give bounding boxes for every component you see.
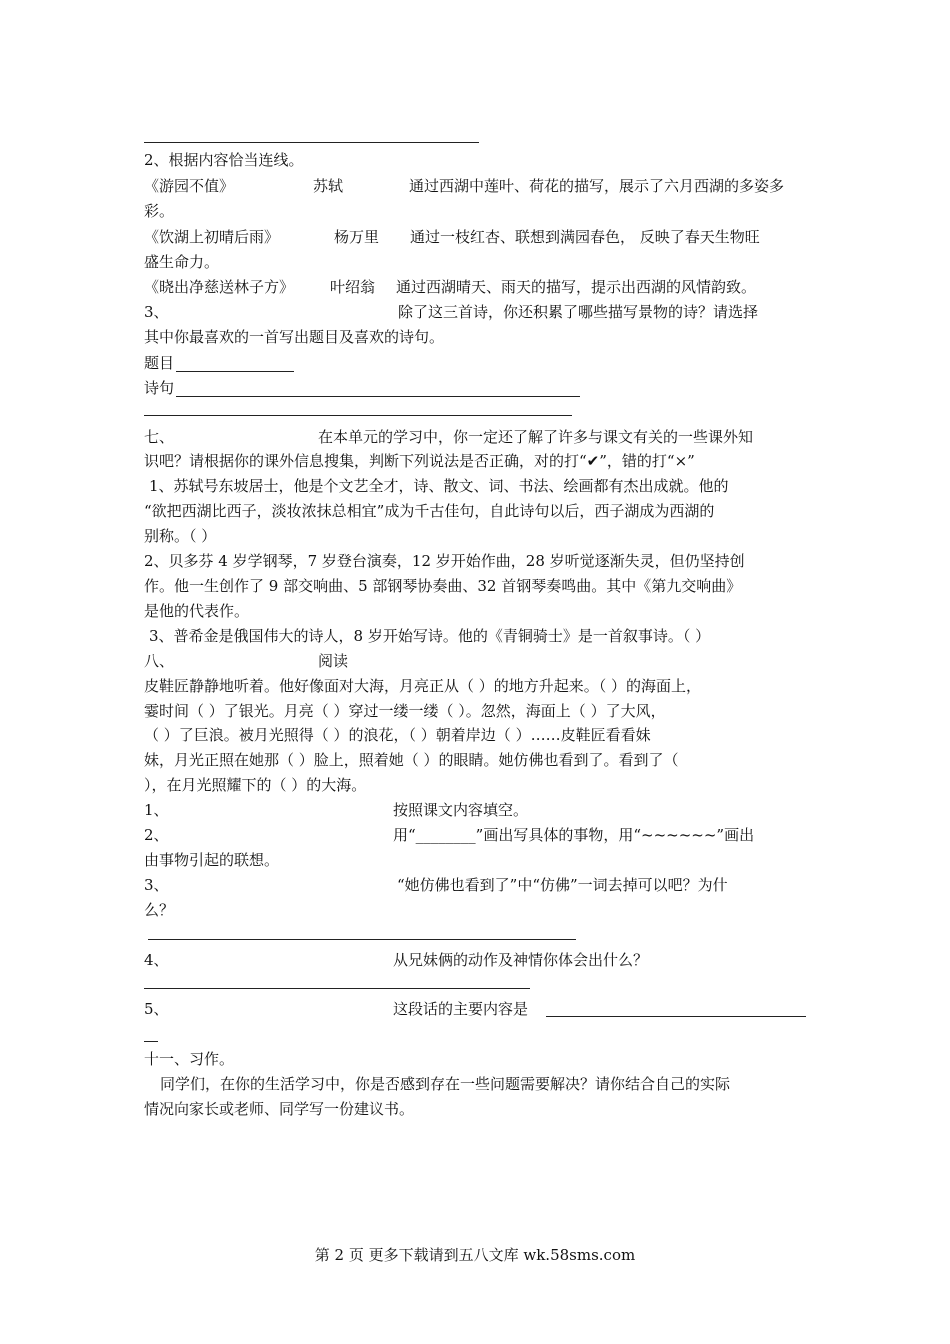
verse-answer-line-2[interactable] bbox=[144, 415, 572, 416]
section-8-number: 八、 bbox=[144, 652, 175, 670]
section-7-text-cont: 识吧？请根据你的课外信息搜集，判断下列说法是否正确，对的打“✔”，错的打“×” bbox=[144, 452, 695, 470]
section-7-item-1-line-1: 1、苏轼号东坡居士，他是个文艺全才，诗、散文、词、书法、绘画都有杰出成就。他的 bbox=[149, 477, 729, 495]
reading-q3-answer-line[interactable] bbox=[148, 939, 576, 940]
poem-2-desc: 通过一枝红杏、联想到满园春色， 反映了春天生物旺 bbox=[410, 228, 760, 246]
reading-q4-text: 从兄妹俩的动作及神情你体会出什么？ bbox=[393, 951, 649, 969]
reading-q4-answer-line[interactable] bbox=[144, 988, 530, 989]
section-7-number: 七、 bbox=[144, 428, 175, 446]
passage-line-2: 霎时间（ ）了银光。月亮（ ）穿过一缕一缕（ ）。忽然，海面上（ ）了大风， bbox=[144, 702, 666, 720]
poem-1-desc: 通过西湖中莲叶、荷花的描写，展示了六月西湖的多姿多 bbox=[409, 177, 785, 195]
reading-q2-number: 2、 bbox=[144, 826, 169, 844]
poem-2-desc-cont: 盛生命力。 bbox=[144, 253, 220, 271]
poem-1-desc-cont: 彩。 bbox=[144, 202, 175, 220]
section-7-item-2-line-2: 作。他一生创作了 9 部交响曲、5 部钢琴协奏曲、32 首钢琴奏鸣曲。其中《第九交响曲》 bbox=[144, 577, 742, 595]
passage-line-5: ），在月光照耀下的（ ）的大海。 bbox=[144, 776, 367, 794]
question-3-text: 除了这三首诗，你还积累了哪些描写景物的诗？请选择 bbox=[398, 303, 759, 321]
section-11-body-line-2: 情况向家长或老师、同学写一份建议书。 bbox=[144, 1100, 415, 1118]
title-answer-line[interactable] bbox=[176, 371, 294, 372]
section-7-item-1-line-3: 别称。（ ） bbox=[144, 527, 217, 545]
question-3-text-cont: 其中你最喜欢的一首写出题目及喜欢的诗句。 bbox=[144, 328, 445, 346]
section-7-item-1-line-2: “欲把西湖比西子，淡妆浓抹总相宜”成为千古佳句，自此诗句以后，西子湖成为西湖的 bbox=[144, 502, 715, 520]
passage-line-4: 妹，月光正照在她那（ ）脸上，照着她（ ）的眼睛。她仿佛也看到了。看到了（ bbox=[144, 751, 679, 769]
reading-q1-number: 1、 bbox=[144, 801, 169, 819]
poem-1-author: 苏轼 bbox=[313, 177, 344, 195]
reading-q2-text: 用“________”画出写具体的事物，用“~~~~~~”画出 bbox=[393, 826, 755, 844]
reading-q5-text: 这段话的主要内容是 bbox=[393, 1000, 529, 1018]
poem-3-author: 叶绍翁 bbox=[330, 278, 376, 296]
reading-q4-number: 4、 bbox=[144, 951, 169, 969]
reading-q2-text-cont: 由事物引起的联想。 bbox=[144, 851, 280, 869]
question-2-title: 2、根据内容恰当连线。 bbox=[144, 151, 304, 169]
verse-answer-line[interactable] bbox=[176, 396, 580, 397]
reading-q1-text: 按照课文内容填空。 bbox=[393, 801, 529, 819]
reading-q5-answer-line-cont[interactable] bbox=[144, 1041, 158, 1042]
answer-line bbox=[144, 142, 479, 143]
title-label: 题目 bbox=[144, 354, 175, 372]
section-11-title: 十一、习作。 bbox=[144, 1050, 235, 1068]
reading-q5-answer-line[interactable] bbox=[546, 1016, 806, 1017]
reading-q3-text-cont: 么？ bbox=[144, 901, 175, 919]
section-7-item-3: 3、普希金是俄国伟大的诗人，8 岁开始写诗。他的《青铜骑士》是一首叙事诗。（ ） bbox=[149, 627, 711, 645]
section-7-text: 在本单元的学习中，你一定还了解了许多与课文有关的一些课外知 bbox=[318, 428, 754, 446]
passage-line-3: （ ）了巨浪。被月光照得（ ）的浪花，（ ）朝着岸边（ ）……皮鞋匠看看妹 bbox=[144, 726, 651, 744]
reading-q3-text: “她仿佛也看到了”中“仿佛”一词去掉可以吧？为什 bbox=[397, 876, 728, 894]
poem-2-author: 杨万里 bbox=[334, 228, 380, 246]
section-8-title: 阅读 bbox=[318, 652, 349, 670]
section-7-item-2-line-1: 2、贝多芬 4 岁学钢琴，7 岁登台演奏，12 岁开始作曲，28 岁听觉逐渐失灵，但仍坚持创 bbox=[144, 552, 745, 570]
verse-label: 诗句 bbox=[144, 379, 175, 397]
question-3-number: 3、 bbox=[144, 303, 169, 321]
poem-2-title: 《饮湖上初晴后雨》 bbox=[144, 228, 280, 246]
section-11-body-line-1: 同学们，在你的生活学习中，你是否感到存在一些问题需要解决？请你结合自己的实际 bbox=[160, 1075, 731, 1093]
page-footer: 第 2 页 更多下载请到五八文库 wk.58sms.com bbox=[314, 1246, 636, 1264]
poem-3-desc: 通过西湖晴天、雨天的描写，提示出西湖的风情韵致。 bbox=[396, 278, 757, 296]
reading-q5-number: 5、 bbox=[144, 1000, 169, 1018]
reading-q3-number: 3、 bbox=[144, 876, 169, 894]
section-7-item-2-line-3: 是他的代表作。 bbox=[144, 602, 250, 620]
passage-line-1: 皮鞋匠静静地听着。他好像面对大海，月亮正从（ ）的地方升起来。（ ）的海面上， bbox=[144, 677, 702, 695]
poem-3-title: 《晓出净慈送林子方》 bbox=[144, 278, 295, 296]
poem-1-title: 《游园不值》 bbox=[144, 177, 235, 195]
